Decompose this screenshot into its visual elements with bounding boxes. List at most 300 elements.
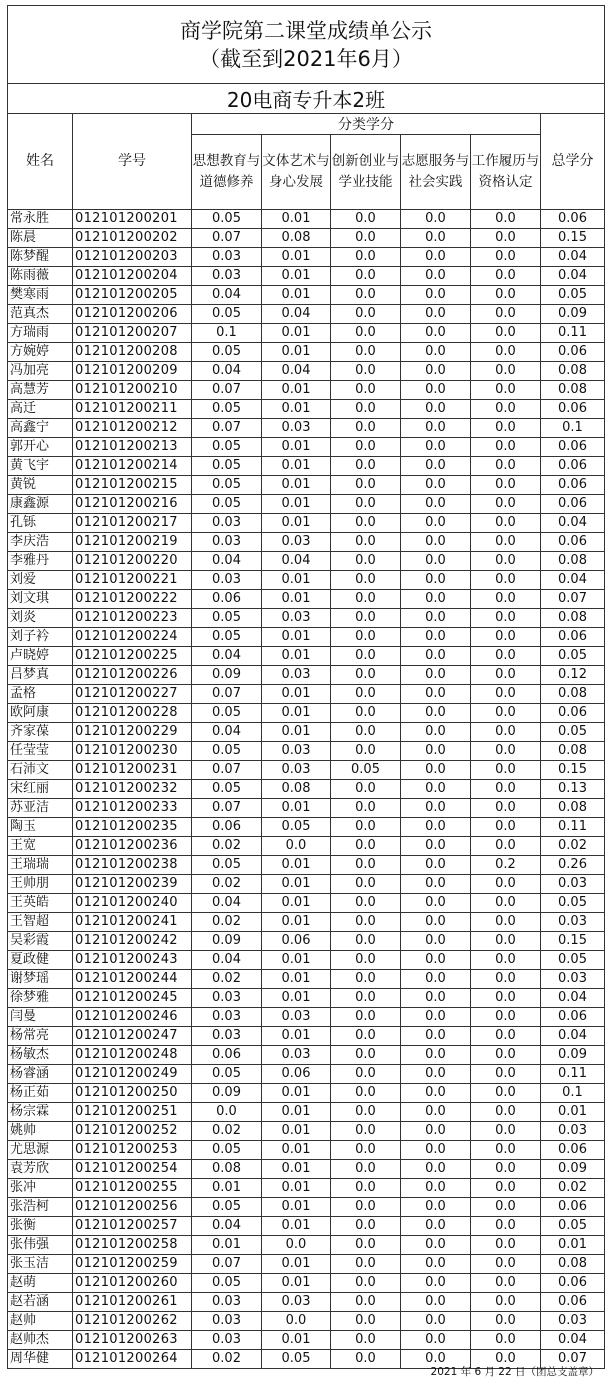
table-row: [8, 932, 605, 951]
cell-volunteer: 0.0: [401, 438, 471, 457]
cell-volunteer: 0.0: [401, 1141, 471, 1160]
cell-volunteer: 0.0: [401, 476, 471, 495]
cell-total: 0.02: [541, 1179, 605, 1198]
cell-arts: 0.01: [262, 913, 331, 932]
cell-total: 0.06: [541, 476, 605, 495]
cell-work: 0.0: [471, 609, 541, 628]
cell-work: 0.0: [471, 818, 541, 837]
cell-volunteer: 0.0: [401, 761, 471, 780]
cell-student-id: 012101200230: [73, 742, 192, 761]
table-row: [8, 818, 605, 837]
cell-student-id: 012101200236: [73, 837, 192, 856]
cell-innovation: 0.0: [331, 210, 401, 229]
cell-work: 0.0: [471, 286, 541, 305]
cell-ideology: 0.09: [192, 932, 262, 951]
cell-student-id: 012101200232: [73, 780, 192, 799]
cell-total: 0.05: [541, 723, 605, 742]
cell-work: 0.0: [471, 362, 541, 381]
cell-name: 高鑫宁: [8, 419, 73, 438]
cell-volunteer: 0.0: [401, 913, 471, 932]
cell-ideology: 0.05: [192, 343, 262, 362]
cell-arts: 0.01: [262, 210, 331, 229]
cell-work: 0.0: [471, 495, 541, 514]
table-row: [8, 343, 605, 362]
cell-volunteer: 0.0: [401, 1331, 471, 1350]
header-cat-volunteer: 志愿服务与社会实践: [401, 135, 471, 210]
cell-work: 0.0: [471, 875, 541, 894]
table-row: [8, 628, 605, 647]
cell-volunteer: 0.0: [401, 875, 471, 894]
cell-name: 王瑞瑞: [8, 856, 73, 875]
cell-total: 0.15: [541, 229, 605, 248]
cell-name: 樊寒雨: [8, 286, 73, 305]
table-row: [8, 1103, 605, 1122]
cell-name: 徐梦雅: [8, 989, 73, 1008]
cell-name: 卢晓婷: [8, 647, 73, 666]
cell-student-id: 012101200249: [73, 1065, 192, 1084]
cell-name: 李雅丹: [8, 552, 73, 571]
cell-innovation: 0.0: [331, 362, 401, 381]
cell-volunteer: 0.0: [401, 685, 471, 704]
cell-work: 0.0: [471, 761, 541, 780]
cell-name: 孔铄: [8, 514, 73, 533]
cell-innovation: 0.0: [331, 324, 401, 343]
cell-total: 0.04: [541, 248, 605, 267]
cell-name: 苏亚洁: [8, 799, 73, 818]
cell-total: 0.05: [541, 1217, 605, 1236]
cell-ideology: 0.01: [192, 1179, 262, 1198]
cell-volunteer: 0.0: [401, 210, 471, 229]
cell-work: 0.0: [471, 799, 541, 818]
cell-arts: 0.01: [262, 685, 331, 704]
cell-innovation: 0.0: [331, 818, 401, 837]
cell-work: 0.0: [471, 400, 541, 419]
cell-work: 0.0: [471, 229, 541, 248]
table-row: [8, 438, 605, 457]
cell-total: 0.11: [541, 324, 605, 343]
cell-arts: 0.01: [262, 704, 331, 723]
cell-total: 0.06: [541, 1141, 605, 1160]
cell-work: 0.0: [471, 685, 541, 704]
cell-work: 0.0: [471, 1008, 541, 1027]
cell-innovation: 0.0: [331, 1160, 401, 1179]
cell-innovation: 0.0: [331, 495, 401, 514]
cell-innovation: 0.0: [331, 1046, 401, 1065]
cell-volunteer: 0.0: [401, 1179, 471, 1198]
cell-work: 0.0: [471, 590, 541, 609]
cell-innovation: 0.0: [331, 1179, 401, 1198]
cell-work: 0.2: [471, 856, 541, 875]
cell-total: 0.15: [541, 932, 605, 951]
cell-name: 闫曼: [8, 1008, 73, 1027]
cell-arts: 0.01: [262, 495, 331, 514]
cell-innovation: 0.0: [331, 571, 401, 590]
cell-arts: 0.01: [262, 723, 331, 742]
cell-work: 0.0: [471, 970, 541, 989]
cell-arts: 0.01: [262, 628, 331, 647]
cell-total: 0.06: [541, 495, 605, 514]
cell-volunteer: 0.0: [401, 495, 471, 514]
cell-ideology: 0.05: [192, 495, 262, 514]
cell-student-id: 012101200210: [73, 381, 192, 400]
cell-student-id: 012101200251: [73, 1103, 192, 1122]
cell-volunteer: 0.0: [401, 324, 471, 343]
cell-name: 高慧芳: [8, 381, 73, 400]
cell-work: 0.0: [471, 1141, 541, 1160]
cell-work: 0.0: [471, 457, 541, 476]
cell-arts: 0.03: [262, 419, 331, 438]
table-row: [8, 1084, 605, 1103]
cell-work: 0.0: [471, 1027, 541, 1046]
cell-arts: 0.01: [262, 457, 331, 476]
cell-arts: 0.01: [262, 970, 331, 989]
cell-volunteer: 0.0: [401, 1122, 471, 1141]
cell-arts: 0.03: [262, 1008, 331, 1027]
cell-student-id: 012101200213: [73, 438, 192, 457]
cell-innovation: 0.0: [331, 685, 401, 704]
cell-student-id: 012101200214: [73, 457, 192, 476]
cell-name: 孟格: [8, 685, 73, 704]
cell-total: 0.08: [541, 799, 605, 818]
cell-name: 赵萌: [8, 1274, 73, 1293]
cell-arts: 0.05: [262, 1350, 331, 1369]
cell-innovation: 0.0: [331, 1274, 401, 1293]
cell-name: 姚帅: [8, 1122, 73, 1141]
cell-volunteer: 0.0: [401, 590, 471, 609]
table-row: [8, 324, 605, 343]
cell-ideology: 0.05: [192, 628, 262, 647]
table-row: [8, 1217, 605, 1236]
cell-arts: 0.03: [262, 666, 331, 685]
cell-innovation: 0.0: [331, 514, 401, 533]
cell-name: 张浩柯: [8, 1198, 73, 1217]
cell-name: 谢梦瑶: [8, 970, 73, 989]
cell-name: 冯加亮: [8, 362, 73, 381]
table-row: [8, 685, 605, 704]
cell-innovation: 0.0: [331, 799, 401, 818]
cell-total: 0.01: [541, 1103, 605, 1122]
table-row: [8, 609, 605, 628]
cell-arts: 0.01: [262, 894, 331, 913]
cell-student-id: 012101200257: [73, 1217, 192, 1236]
cell-ideology: 0.05: [192, 704, 262, 723]
cell-arts: 0.01: [262, 1103, 331, 1122]
cell-ideology: 0.07: [192, 419, 262, 438]
cell-innovation: 0.0: [331, 666, 401, 685]
cell-arts: 0.01: [262, 476, 331, 495]
cell-total: 0.08: [541, 362, 605, 381]
cell-volunteer: 0.0: [401, 780, 471, 799]
cell-student-id: 012101200253: [73, 1141, 192, 1160]
class-name: 20电商专升本2班: [8, 84, 605, 114]
cell-arts: 0.01: [262, 400, 331, 419]
cell-innovation: 0.0: [331, 932, 401, 951]
table-row: [8, 1027, 605, 1046]
cell-arts: 0.01: [262, 799, 331, 818]
cell-student-id: 012101200215: [73, 476, 192, 495]
cell-name: 欧阿康: [8, 704, 73, 723]
cell-innovation: 0.0: [331, 1217, 401, 1236]
cell-total: 0.06: [541, 210, 605, 229]
cell-student-id: 012101200209: [73, 362, 192, 381]
cell-volunteer: 0.0: [401, 1236, 471, 1255]
table-row: [8, 1293, 605, 1312]
cell-innovation: 0.05: [331, 761, 401, 780]
cell-arts: 0.01: [262, 1217, 331, 1236]
cell-arts: 0.01: [262, 1274, 331, 1293]
cell-name: 王帅朋: [8, 875, 73, 894]
table-row: [8, 799, 605, 818]
cell-arts: 0.03: [262, 1293, 331, 1312]
cell-work: 0.0: [471, 343, 541, 362]
cell-student-id: 012101200233: [73, 799, 192, 818]
cell-work: 0.0: [471, 1293, 541, 1312]
cell-ideology: 0.04: [192, 362, 262, 381]
cell-student-id: 012101200217: [73, 514, 192, 533]
table-row: [8, 723, 605, 742]
cell-work: 0.0: [471, 913, 541, 932]
cell-ideology: 0.02: [192, 1122, 262, 1141]
cell-arts: 0.01: [262, 248, 331, 267]
cell-ideology: 0.04: [192, 951, 262, 970]
cell-ideology: 0.02: [192, 837, 262, 856]
cell-work: 0.0: [471, 438, 541, 457]
cell-arts: 0.01: [262, 647, 331, 666]
cell-name: 赵帅: [8, 1312, 73, 1331]
table-row: [8, 704, 605, 723]
cell-total: 0.06: [541, 1274, 605, 1293]
cell-total: 0.26: [541, 856, 605, 875]
cell-name: 赵帅杰: [8, 1331, 73, 1350]
cell-work: 0.0: [471, 305, 541, 324]
cell-volunteer: 0.0: [401, 989, 471, 1008]
cell-name: 王智超: [8, 913, 73, 932]
cell-work: 0.0: [471, 1236, 541, 1255]
cell-arts: 0.0: [262, 1312, 331, 1331]
cell-work: 0.0: [471, 780, 541, 799]
cell-student-id: 012101200235: [73, 818, 192, 837]
cell-name: 陈雨薇: [8, 267, 73, 286]
cell-volunteer: 0.0: [401, 628, 471, 647]
cell-total: 0.06: [541, 628, 605, 647]
cell-total: 0.08: [541, 381, 605, 400]
cell-student-id: 012101200248: [73, 1046, 192, 1065]
table-row: [8, 476, 605, 495]
cell-innovation: 0.0: [331, 1198, 401, 1217]
cell-innovation: 0.0: [331, 1293, 401, 1312]
cell-innovation: 0.0: [331, 647, 401, 666]
cell-name: 李庆浩: [8, 533, 73, 552]
cell-total: 0.1: [541, 419, 605, 438]
table-row: [8, 1274, 605, 1293]
cell-innovation: 0.0: [331, 590, 401, 609]
table-row: [8, 590, 605, 609]
cell-ideology: 0.03: [192, 1331, 262, 1350]
cell-arts: 0.08: [262, 229, 331, 248]
cell-total: 0.06: [541, 1293, 605, 1312]
cell-work: 0.0: [471, 723, 541, 742]
table-row: [8, 1141, 605, 1160]
cell-work: 0.0: [471, 1122, 541, 1141]
table-row: [8, 1312, 605, 1331]
cell-name: 袁芳欣: [8, 1160, 73, 1179]
cell-total: 0.08: [541, 1255, 605, 1274]
cell-volunteer: 0.0: [401, 1027, 471, 1046]
cell-arts: 0.0: [262, 837, 331, 856]
cell-volunteer: 0.0: [401, 951, 471, 970]
header-cat-innovation: 创新创业与学业技能: [331, 135, 401, 210]
cell-arts: 0.06: [262, 932, 331, 951]
cell-total: 0.05: [541, 647, 605, 666]
cell-name: 康鑫源: [8, 495, 73, 514]
cell-work: 0.0: [471, 1350, 541, 1369]
cell-student-id: 012101200247: [73, 1027, 192, 1046]
cell-work: 0.0: [471, 989, 541, 1008]
table-row: [8, 951, 605, 970]
cell-arts: 0.0: [262, 1236, 331, 1255]
cell-ideology: 0.07: [192, 381, 262, 400]
cell-student-id: 012101200211: [73, 400, 192, 419]
table-row: [8, 1331, 605, 1350]
cell-arts: 0.01: [262, 1027, 331, 1046]
table-row: [8, 248, 605, 267]
cell-ideology: 0.03: [192, 514, 262, 533]
cell-innovation: 0.0: [331, 267, 401, 286]
cell-student-id: 012101200212: [73, 419, 192, 438]
cell-arts: 0.01: [262, 1198, 331, 1217]
cell-volunteer: 0.0: [401, 267, 471, 286]
cell-total: 0.04: [541, 989, 605, 1008]
cell-innovation: 0.0: [331, 609, 401, 628]
cell-total: 0.01: [541, 1236, 605, 1255]
cell-work: 0.0: [471, 1198, 541, 1217]
cell-work: 0.0: [471, 1065, 541, 1084]
cell-volunteer: 0.0: [401, 400, 471, 419]
cell-arts: 0.01: [262, 1122, 331, 1141]
cell-student-id: 012101200203: [73, 248, 192, 267]
cell-ideology: 0.01: [192, 1236, 262, 1255]
cell-name: 刘炎: [8, 609, 73, 628]
cell-volunteer: 0.0: [401, 305, 471, 324]
cell-student-id: 012101200259: [73, 1255, 192, 1274]
cell-work: 0.0: [471, 1160, 541, 1179]
cell-ideology: 0.1: [192, 324, 262, 343]
cell-student-id: 012101200201: [73, 210, 192, 229]
cell-innovation: 0.0: [331, 704, 401, 723]
cell-volunteer: 0.0: [401, 666, 471, 685]
cell-work: 0.0: [471, 647, 541, 666]
cell-total: 0.12: [541, 666, 605, 685]
cell-student-id: 012101200254: [73, 1160, 192, 1179]
cell-volunteer: 0.0: [401, 1312, 471, 1331]
cell-name: 方婉婷: [8, 343, 73, 362]
cell-innovation: 0.0: [331, 780, 401, 799]
cell-ideology: 0.05: [192, 1274, 262, 1293]
cell-work: 0.0: [471, 1217, 541, 1236]
cell-ideology: 0.02: [192, 970, 262, 989]
cell-volunteer: 0.0: [401, 457, 471, 476]
cell-innovation: 0.0: [331, 1141, 401, 1160]
cell-ideology: 0.05: [192, 780, 262, 799]
cell-arts: 0.01: [262, 286, 331, 305]
cell-name: 刘文琪: [8, 590, 73, 609]
cell-innovation: 0.0: [331, 248, 401, 267]
cell-volunteer: 0.0: [401, 381, 471, 400]
cell-volunteer: 0.0: [401, 571, 471, 590]
cell-student-id: 012101200219: [73, 533, 192, 552]
cell-ideology: 0.03: [192, 1312, 262, 1331]
cell-work: 0.0: [471, 1084, 541, 1103]
cell-student-id: 012101200222: [73, 590, 192, 609]
cell-student-id: 012101200264: [73, 1350, 192, 1369]
cell-student-id: 012101200207: [73, 324, 192, 343]
cell-arts: 0.01: [262, 989, 331, 1008]
cell-student-id: 012101200216: [73, 495, 192, 514]
cell-arts: 0.01: [262, 1160, 331, 1179]
table-row: [8, 647, 605, 666]
cell-innovation: 0.0: [331, 1084, 401, 1103]
cell-total: 0.03: [541, 913, 605, 932]
cell-volunteer: 0.0: [401, 533, 471, 552]
cell-work: 0.0: [471, 210, 541, 229]
table-row: [8, 495, 605, 514]
cell-ideology: 0.05: [192, 742, 262, 761]
table-row: [8, 1198, 605, 1217]
cell-student-id: 012101200231: [73, 761, 192, 780]
cell-work: 0.0: [471, 666, 541, 685]
table-row: [8, 286, 605, 305]
cell-volunteer: 0.0: [401, 894, 471, 913]
header-name: 姓名: [8, 114, 73, 210]
cell-student-id: 012101200255: [73, 1179, 192, 1198]
cell-name: 吴彩霞: [8, 932, 73, 951]
cell-arts: 0.08: [262, 780, 331, 799]
table-row: [8, 1046, 605, 1065]
cell-ideology: 0.03: [192, 267, 262, 286]
cell-innovation: 0.0: [331, 875, 401, 894]
cell-work: 0.0: [471, 742, 541, 761]
cell-ideology: 0.06: [192, 818, 262, 837]
table-row: [8, 913, 605, 932]
cell-name: 杨敏杰: [8, 1046, 73, 1065]
cell-volunteer: 0.0: [401, 1198, 471, 1217]
cell-ideology: 0.05: [192, 400, 262, 419]
cell-work: 0.0: [471, 1274, 541, 1293]
cell-total: 0.06: [541, 533, 605, 552]
cell-total: 0.05: [541, 286, 605, 305]
cell-arts: 0.01: [262, 267, 331, 286]
cell-volunteer: 0.0: [401, 647, 471, 666]
cell-student-id: 012101200227: [73, 685, 192, 704]
cell-work: 0.0: [471, 837, 541, 856]
cell-arts: 0.01: [262, 875, 331, 894]
cell-ideology: 0.02: [192, 875, 262, 894]
header-cat-ideology: 思想教育与道德修养: [192, 135, 262, 210]
cell-volunteer: 0.0: [401, 1008, 471, 1027]
cell-innovation: 0.0: [331, 989, 401, 1008]
cell-ideology: 0.0: [192, 1103, 262, 1122]
cell-name: 齐家葆: [8, 723, 73, 742]
cell-student-id: 012101200258: [73, 1236, 192, 1255]
table-row: [8, 457, 605, 476]
cell-work: 0.0: [471, 704, 541, 723]
cell-innovation: 0.0: [331, 457, 401, 476]
cell-name: 张玉洁: [8, 1255, 73, 1274]
title-line-1: 商学院第二课堂成绩单公示: [180, 18, 432, 43]
cell-name: 刘爱: [8, 571, 73, 590]
cell-name: 杨睿涵: [8, 1065, 73, 1084]
cell-ideology: 0.04: [192, 647, 262, 666]
